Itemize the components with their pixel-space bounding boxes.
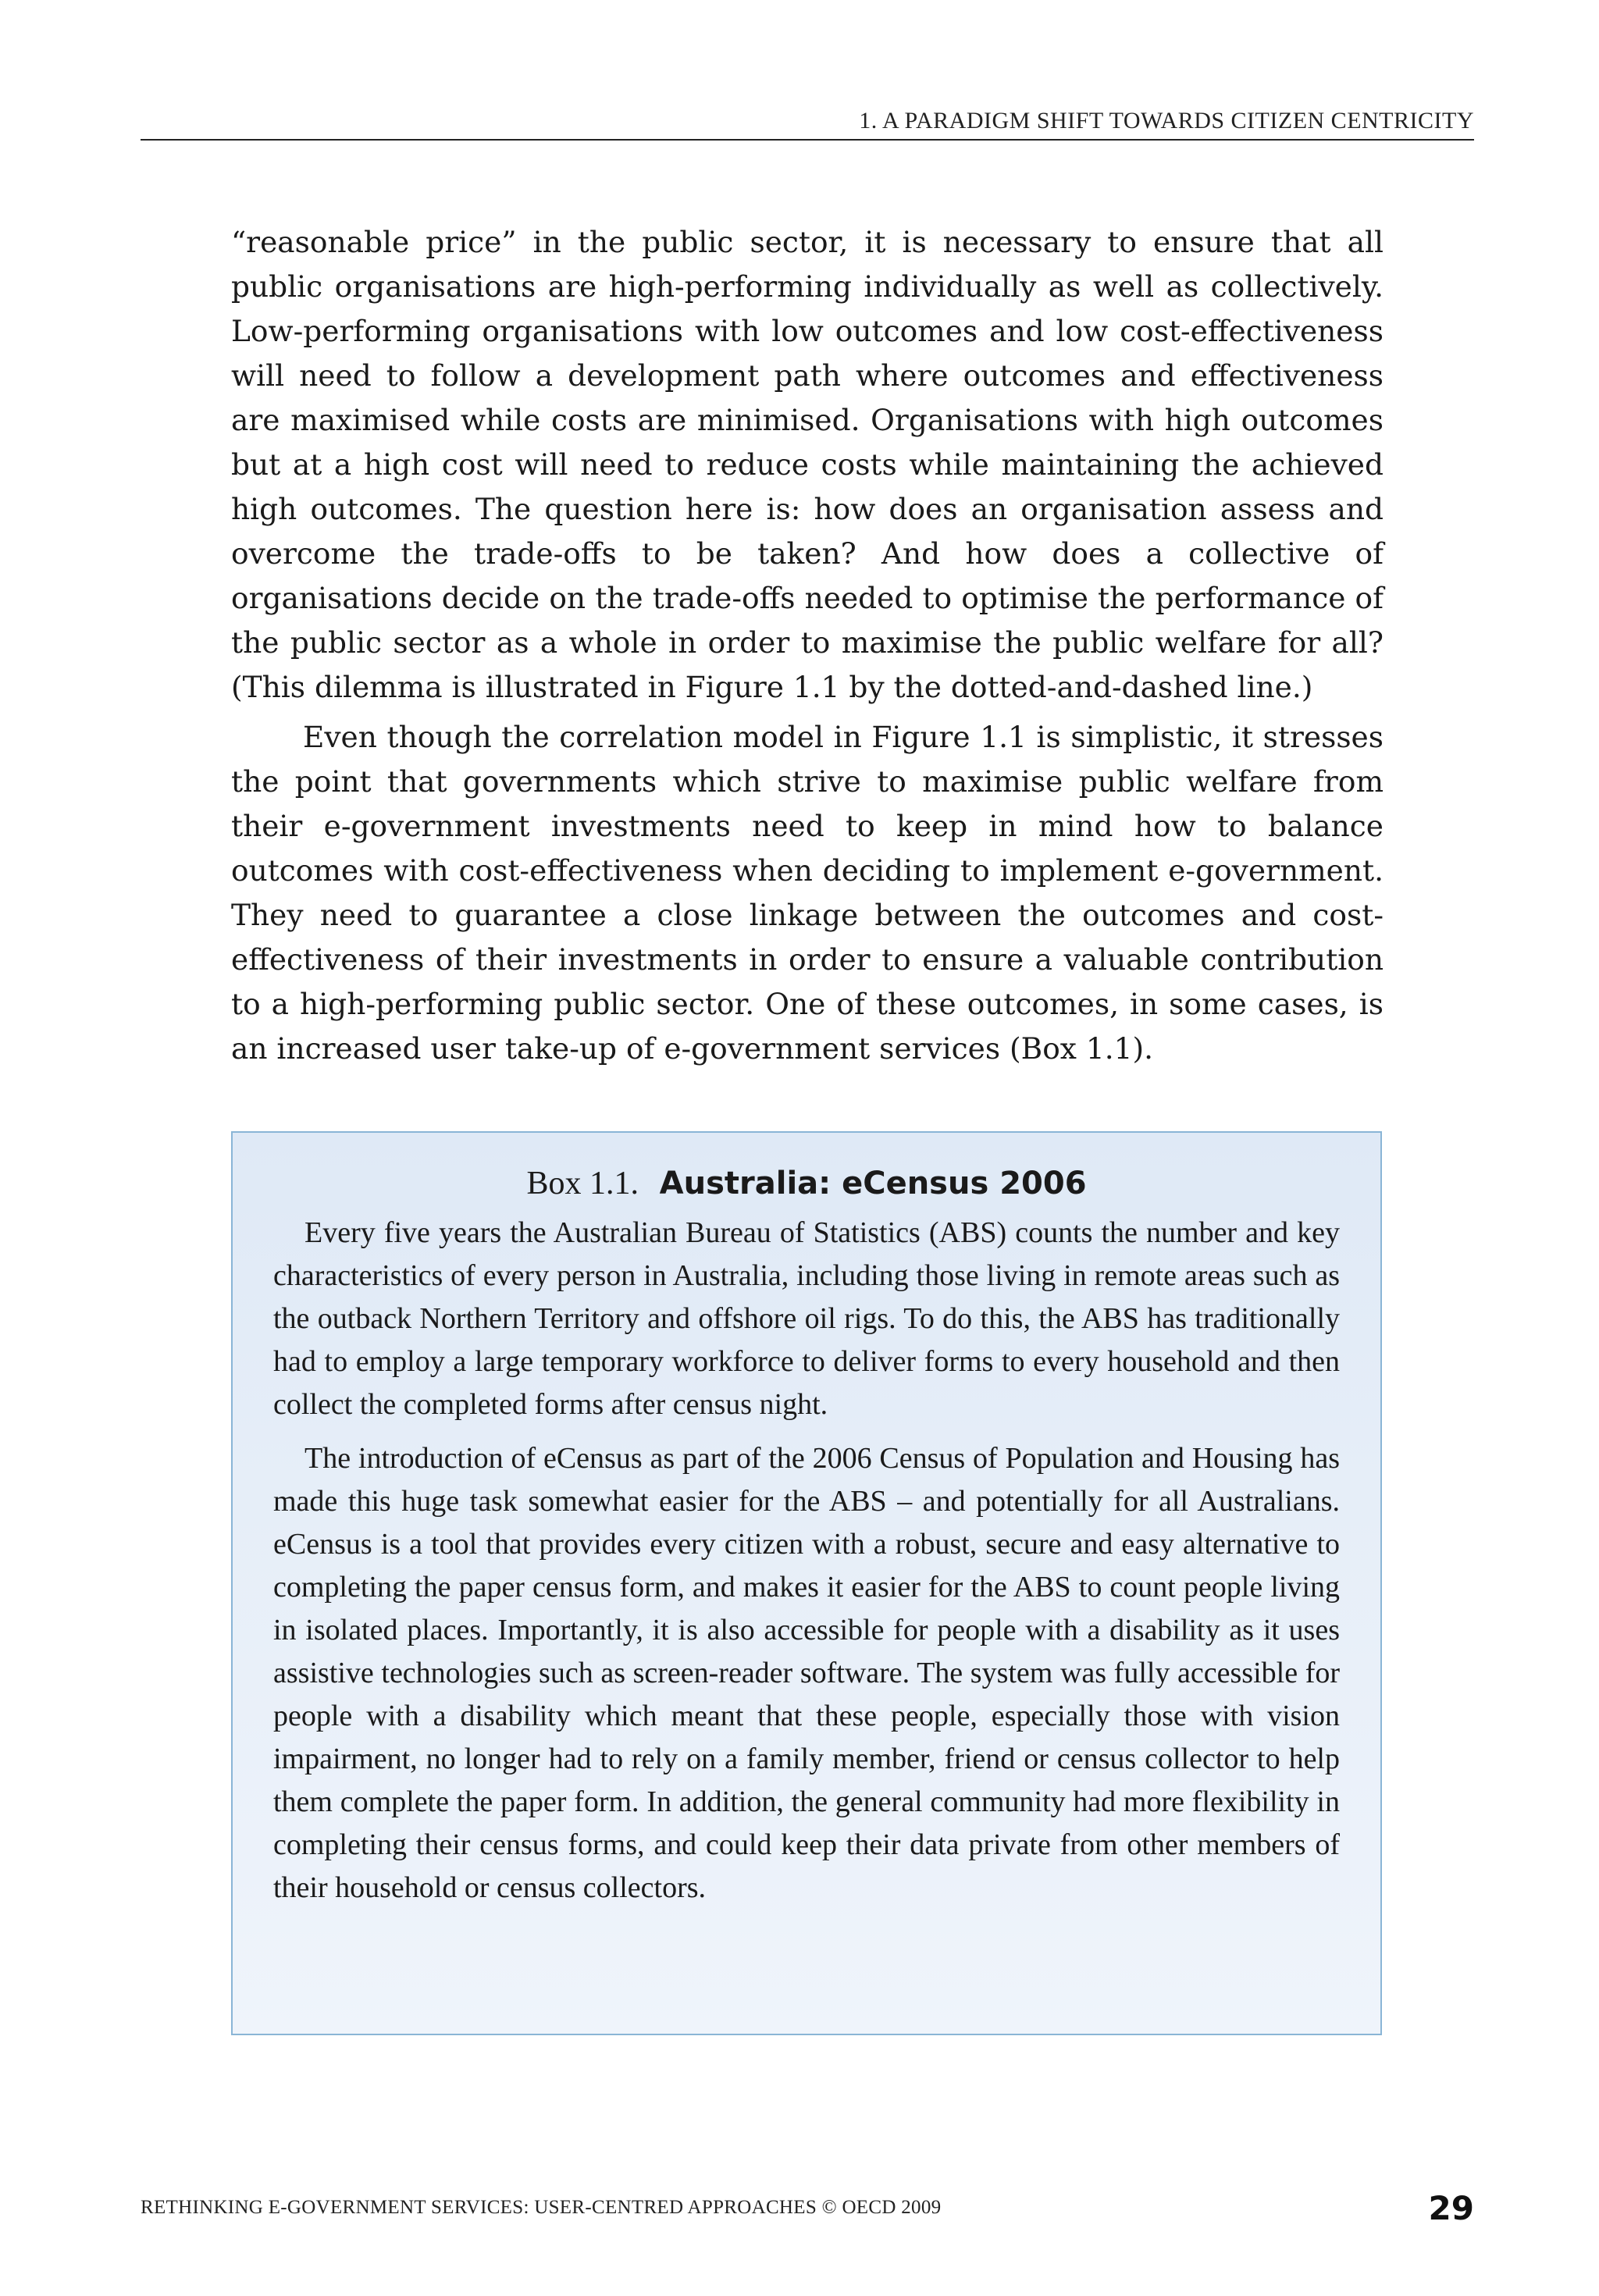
main-text bbox=[231, 220, 1384, 1071]
box-text bbox=[273, 1212, 1340, 1910]
header-rule bbox=[141, 139, 1474, 141]
box-label: Box 1.1. bbox=[526, 1166, 639, 1201]
footer-publication: RETHINKING E-GOVERNMENT SERVICES: USER-CENTRED APPROACHES © OECD 2009 bbox=[141, 2197, 942, 2218]
body-paragraph-1: “reasonable price” in the public sector, it is necessary to ensure that all public organisations are high-performing individually as well as collectively. Low-performing organisations with low outcomes and low cost-effectiveness will need to follow a development path where outcomes and effectiveness are maximised while costs are minimised. Organisations with high outcomes but at a high cost will need to reduce costs while maintaining the achieved high outcomes. The question here is: how does an organisation assess and overcome the trade-offs to be taken? And how does a collective of organisations decide on the trade-offs needed to optimise the performance of the public sector as a whole in order to maximise the public welfare for all? (This dilemma is illustrated in Figure 1.1 by the dotted-and-dashed line.) bbox=[231, 225, 1384, 704]
running-head: 1. A PARADIGM SHIFT TOWARDS CITIZEN CENTRICITY bbox=[859, 108, 1474, 133]
box-paragraph-1: Every five years the Australian Bureau of Statistics (ABS) counts the number and key characteristics of every person in Australia, including those living in remote areas such as the outback Northern Territory and offshore oil rigs. To do this, the ABS has traditionally had to employ a large temporary workforce to deliver forms to every household and then collect the completed forms after census night. bbox=[273, 1216, 1340, 1421]
box-paragraph-2: The introduction of eCensus as part of the 2006 Census of Population and Housing has made this huge task somewhat easier for the ABS – and potentially for all Australians. eCensus is a tool that provides every citizen with a robust, secure and easy alternative to completing the paper census form, and makes it easier for the ABS to count people living in isolated places. Importantly, it is also accessible for people with a disability as it uses assistive technologies such as screen-reader software. The system was fully accessible for people with a disability which meant that these people, especially those with vision impairment, no longer had to rely on a family member, friend or census collector to help them complete the paper form. In addition, the general community had more flexibility in completing their census forms, and could keep their data private from other members of their household or census collectors. bbox=[273, 1442, 1340, 1904]
page-number: 29 bbox=[1428, 2189, 1474, 2227]
box-name: Australia: eCensus 2006 bbox=[659, 1166, 1087, 1201]
box-1-1 bbox=[231, 1131, 1382, 2035]
box-title bbox=[273, 1162, 1340, 1204]
body-paragraph-2: Even though the correlation model in Figure 1.1 is simplistic, it stresses the point that governments which strive to maximise public welfare from their e-government investments need to keep in mind how to balance outcomes with cost-effectiveness when deciding to implement e-government. They need to guarantee a close linkage between the outcomes and cost-effectiveness of their investments in order to ensure a valuable contribution to a high-performing public sector. One of these outcomes, in some cases, is an increased user take-up of e-government services (Box 1.1). bbox=[231, 720, 1384, 1066]
